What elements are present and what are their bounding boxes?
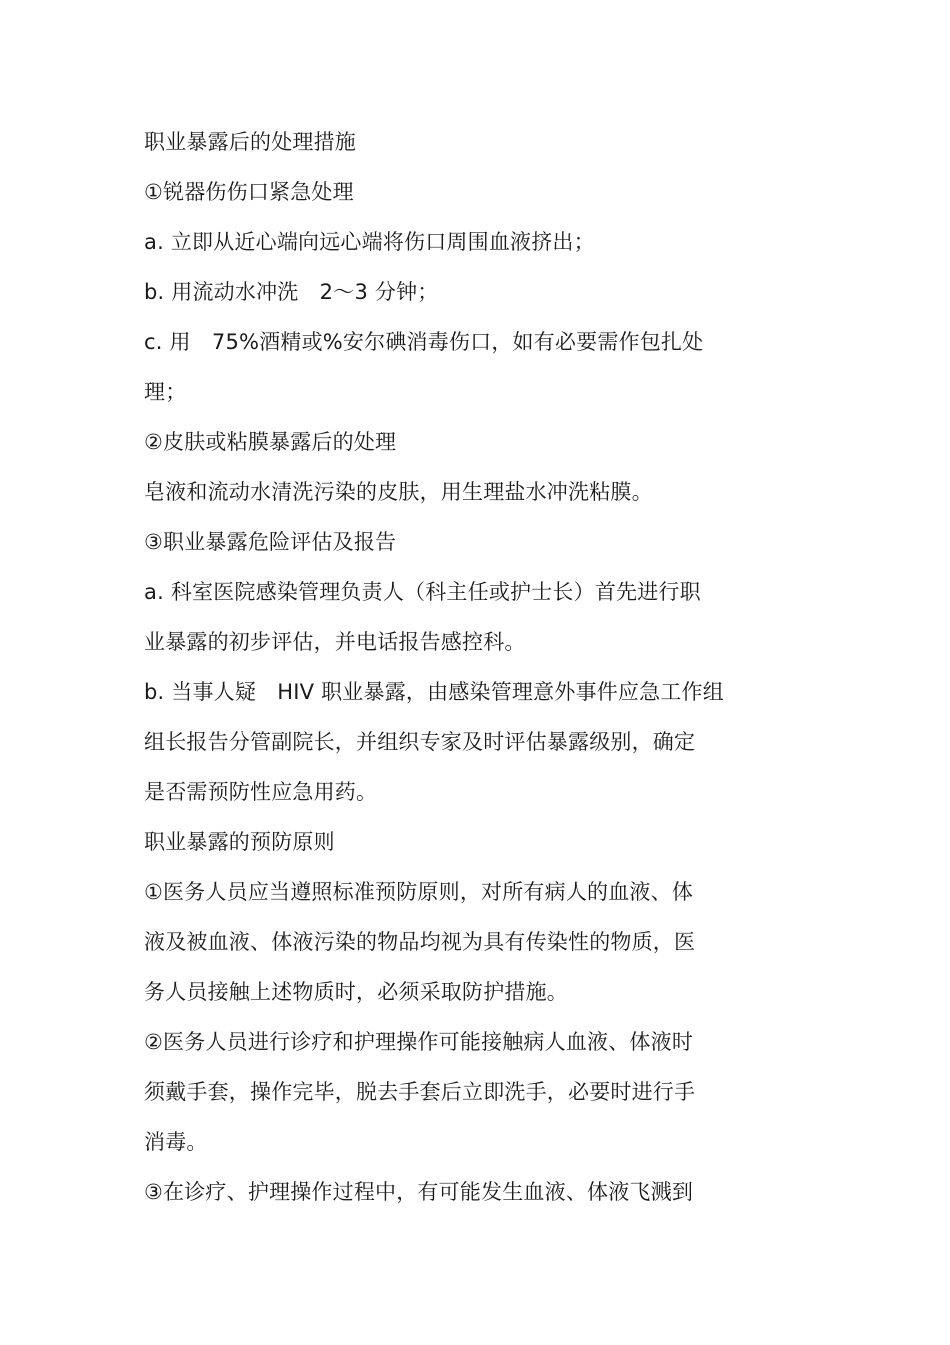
- paragraph-line: b. 用流动水冲洗 2～3 分钟；: [144, 280, 439, 304]
- paragraph-line: 须戴手套，操作完毕，脱去手套后立即洗手，必要时进行手: [144, 1080, 696, 1104]
- paragraph-line: a. 立即从近心端向远心端将伤口周围血液挤出；: [144, 230, 595, 254]
- subsection-heading: ③职业暴露危险评估及报告: [144, 530, 397, 554]
- section-heading: 职业暴露的预防原则: [144, 830, 335, 854]
- paragraph-line: 皂液和流动水清洗污染的皮肤，用生理盐水冲洗粘膜。: [144, 480, 653, 504]
- paragraph-line: b. 当事人疑 HIV 职业暴露，由感染管理意外事件应急工作组: [144, 680, 724, 704]
- document-body: [144, 117, 784, 1217]
- paragraph-line: 消毒。: [144, 1130, 208, 1154]
- paragraph-line: a. 科室医院感染管理负责人（科主任或护士长）首先进行职: [144, 580, 701, 604]
- paragraph-line: 组长报告分管副院长，并组织专家及时评估暴露级别，确定: [144, 730, 696, 754]
- section-heading: 职业暴露后的处理措施: [144, 130, 356, 154]
- paragraph-line: 业暴露的初步评估，并电话报告感控科。: [144, 630, 526, 654]
- paragraph-line: c. 用 75%酒精或%安尔碘消毒伤口，如有必要需作包扎处: [144, 330, 704, 354]
- paragraph-line: 是否需预防性应急用药。: [144, 780, 378, 804]
- paragraph-line: 理；: [144, 380, 187, 404]
- subsection-heading: ①锐器伤伤口紧急处理: [144, 180, 354, 204]
- paragraph-line: 液及被血液、体液污染的物品均视为具有传染性的物质，医: [144, 930, 696, 954]
- paragraph-line: ①医务人员应当遵照标准预防原则，对所有病人的血液、体: [144, 880, 694, 904]
- paragraph-line: ②医务人员进行诊疗和护理操作可能接触病人血液、体液时: [144, 1030, 694, 1054]
- paragraph-line: ③在诊疗、护理操作过程中，有可能发生血液、体液飞溅到: [144, 1180, 694, 1204]
- subsection-heading: ②皮肤或粘膜暴露后的处理: [144, 430, 397, 454]
- paragraph-line: 务人员接触上述物质时，必须采取防护措施。: [144, 980, 568, 1004]
